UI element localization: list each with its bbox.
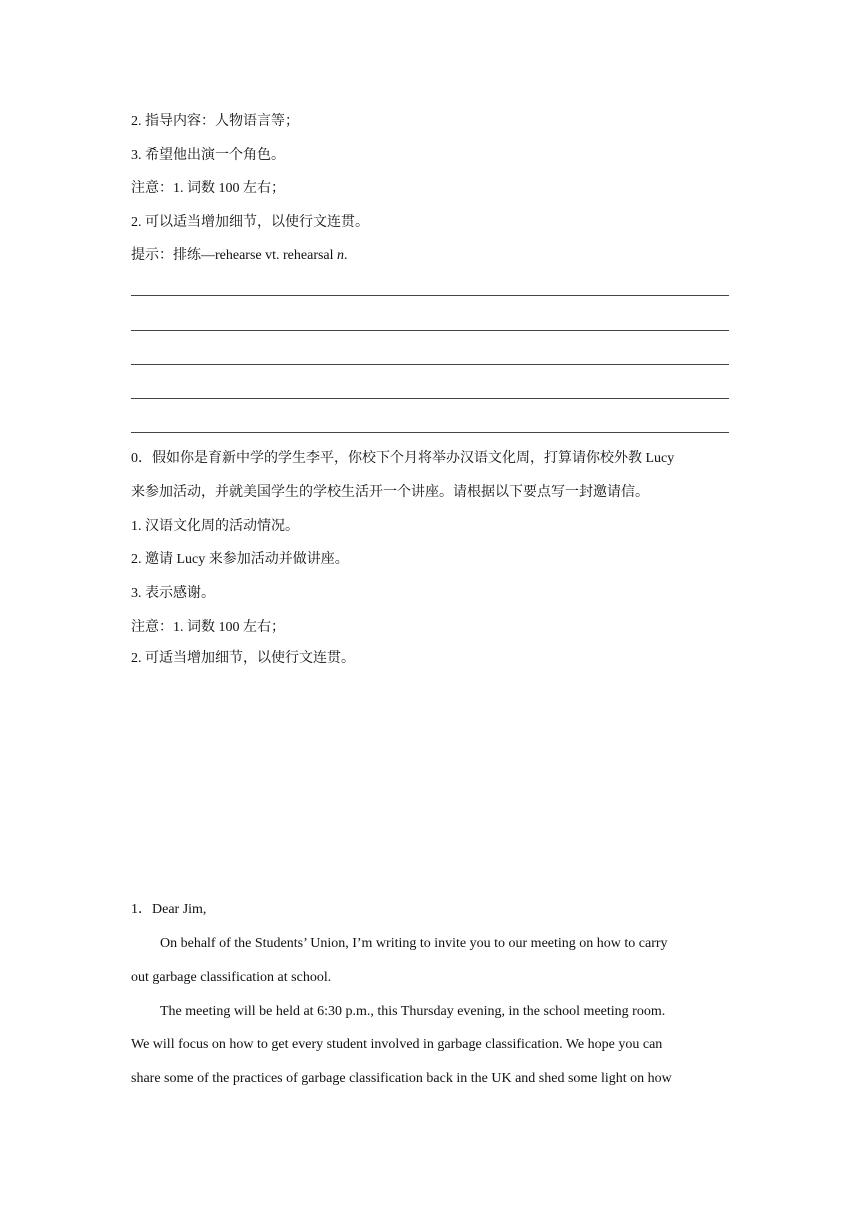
requirement-item-3: 3. 表示感谢。 xyxy=(131,586,215,601)
answer-line xyxy=(131,398,729,399)
answer-greeting: 1．Dear Jim, xyxy=(131,902,207,917)
answer-paragraph-2-line-3: share some of the practices of garbage classification back in the UK and shed some light on how xyxy=(131,1071,672,1086)
answer-line xyxy=(131,432,729,433)
note-details: 2. 可适当增加细节，以使行文连贯。 xyxy=(131,651,355,666)
answer-paragraph-1-line-2: out garbage classification at school. xyxy=(131,970,332,985)
answer-line xyxy=(131,330,729,331)
answer-paragraph-2-line-2: We will focus on how to get every student involved in garbage classification. We hope you can xyxy=(131,1037,663,1052)
writing-prompt-line-1: 0．假如你是育新中学的学生李平，你校下个月将举办汉语文化周，打算请你校外教 Lucy xyxy=(131,451,675,466)
answer-line xyxy=(131,295,729,296)
note-word-count: 注意：1. 词数 100 左右； xyxy=(131,620,285,635)
writing-prompt-line-2: 来参加活动，并就美国学生的学校生活开一个讲座。请根据以下要点写一封邀请信。 xyxy=(131,485,649,500)
requirement-item-3: 3. 希望他出演一个角色。 xyxy=(131,148,285,163)
answer-paragraph-1-line-1: On behalf of the Students’ Union, I’m writing to invite you to our meeting on how to carry xyxy=(160,936,668,951)
answer-line xyxy=(131,364,729,365)
hint-text: 提示：排练—rehearse vt. rehearsal xyxy=(131,248,338,263)
answer-paragraph-2-line-1: The meeting will be held at 6:30 p.m., this Thursday evening, in the school meeting room. xyxy=(160,1004,666,1019)
requirement-item-1: 1. 汉语文化周的活动情况。 xyxy=(131,519,299,534)
note-word-count: 注意：1. 词数 100 左右； xyxy=(131,181,285,196)
hint-period: . xyxy=(344,248,348,263)
requirement-item-2: 2. 邀请 Lucy 来参加活动并做讲座。 xyxy=(131,552,349,567)
hint-part-of-speech: n xyxy=(337,248,345,263)
vocabulary-hint xyxy=(131,247,348,265)
note-details: 2. 可以适当增加细节，以使行文连贯。 xyxy=(131,215,369,230)
requirement-item-2: 2. 指导内容：人物语言等； xyxy=(131,114,299,129)
